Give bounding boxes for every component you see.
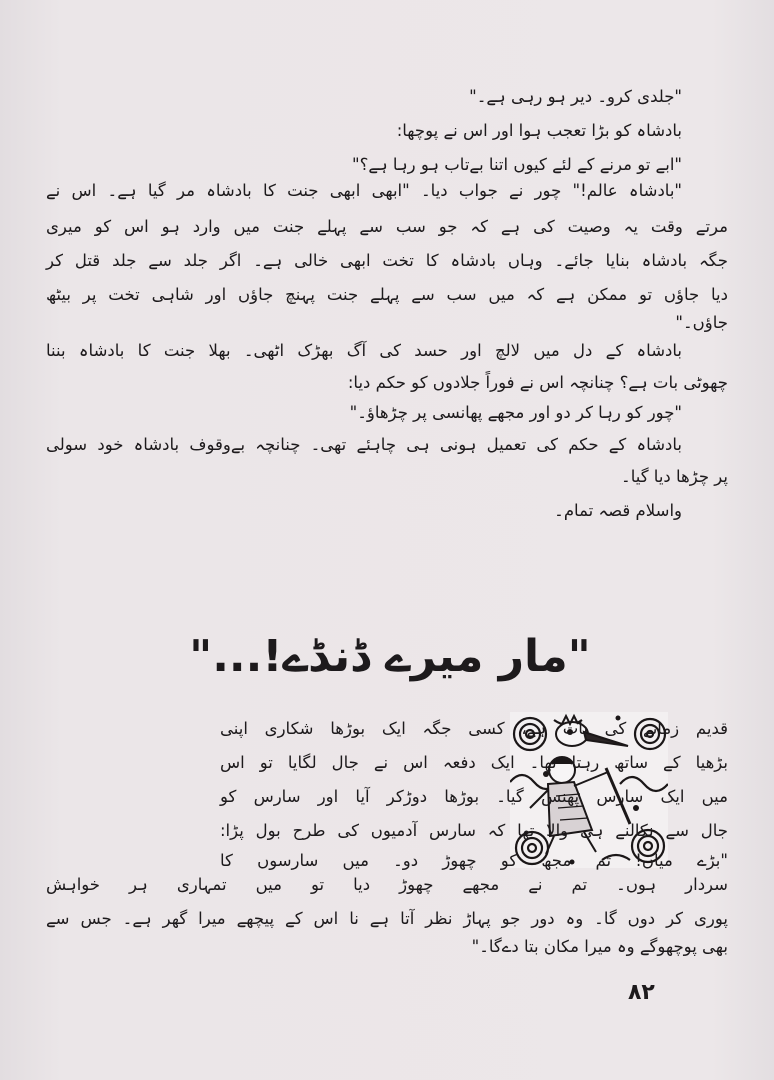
text-line: "بڑے میاں! تم مجھ کو چھوڑ دو۔ میں سارسوں کا — [220, 851, 728, 870]
story-title: "مار میرے ڈنڈے!..." — [189, 631, 591, 682]
text-line: بھی پوچھوگے وہ میرا مکان بتا دےگا۔" — [471, 937, 728, 956]
text-line: جال سے نکالنے ہی والا تھا کہ سارس آدمیوں کی طرح بول پڑا: — [220, 821, 728, 840]
text-line: مرتے وقت یہ وصیت کی ہے کہ جو سب سے پہلے جنت میں وارد ہو اس کو میری — [46, 217, 728, 236]
text-line: قدیم زمانے کی بات ہے، کسی جگہ ایک بوڑھا شکاری اپنی — [220, 719, 728, 738]
text-line: بڑھیا کے ساتھ رہتا تھا۔ ایک دفعہ اس نے جال لگایا تو اس — [220, 753, 728, 772]
text-line: سردار ہوں۔ تم نے مجھے چھوڑ دیا تو میں تمہاری ہر خواہش — [46, 875, 728, 894]
text-line: "چور کو رہا کر دو اور مجھے پھانسی پر چڑھاؤ۔" — [349, 403, 682, 422]
text-line: بادشاہ کو بڑا تعجب ہوا اور اس نے پوچھا: — [396, 121, 682, 140]
text-line: "بادشاہ عالم!" چور نے جواب دیا۔ "ابھی ابھی جنت کا بادشاہ مر گیا ہے۔ اس نے — [46, 181, 682, 200]
text-line: میں ایک سارس پھنس گیا۔ بوڑھا دوڑکر آیا اور سارس کو — [220, 787, 728, 806]
text-line: جگہ بادشاہ بنایا جائے۔ وہاں بادشاہ کا تخت ابھی خالی ہے۔ اگر جلد سے جلد قتل کر — [46, 251, 728, 270]
text-line: پر چڑھا دیا گیا۔ — [621, 467, 728, 486]
text-line: دیا جاؤں تو ممکن ہے کہ میں سب سے پہلے جنت پہنچ جاؤں اور شاہی تخت پر بیٹھ — [46, 285, 728, 304]
text-line: واسلام قصہ تمام۔ — [554, 501, 682, 520]
text-line: بادشاہ کے حکم کی تعمیل ہونی ہی چاہئے تھی۔ چنانچہ بےوقوف بادشاہ خود سولی — [46, 435, 682, 454]
text-line: چھوٹی بات ہے؟ چنانچہ اس نے فوراً جلادوں کو حکم دیا: — [347, 373, 728, 392]
text-line: "جلدی کرو۔ دیر ہو رہی ہے۔" — [469, 87, 682, 106]
page-number: ۸۲ — [628, 980, 655, 1005]
text-line: بادشاہ کے دل میں لالچ اور حسد کی آگ بھڑک اٹھی۔ بھلا جنت کا بادشاہ بننا — [46, 341, 682, 360]
text-line: پوری کر دوں گا۔ وہ دور جو پہاڑ نظر آتا ہے نا اس کے پیچھے میرا گھر ہے۔ جس سے — [46, 909, 728, 928]
text-line: جاؤں۔" — [675, 313, 728, 332]
text-line: "ابے تو مرنے کے لئے کیوں اتنا بےتاب ہو رہا ہے؟" — [351, 155, 682, 174]
